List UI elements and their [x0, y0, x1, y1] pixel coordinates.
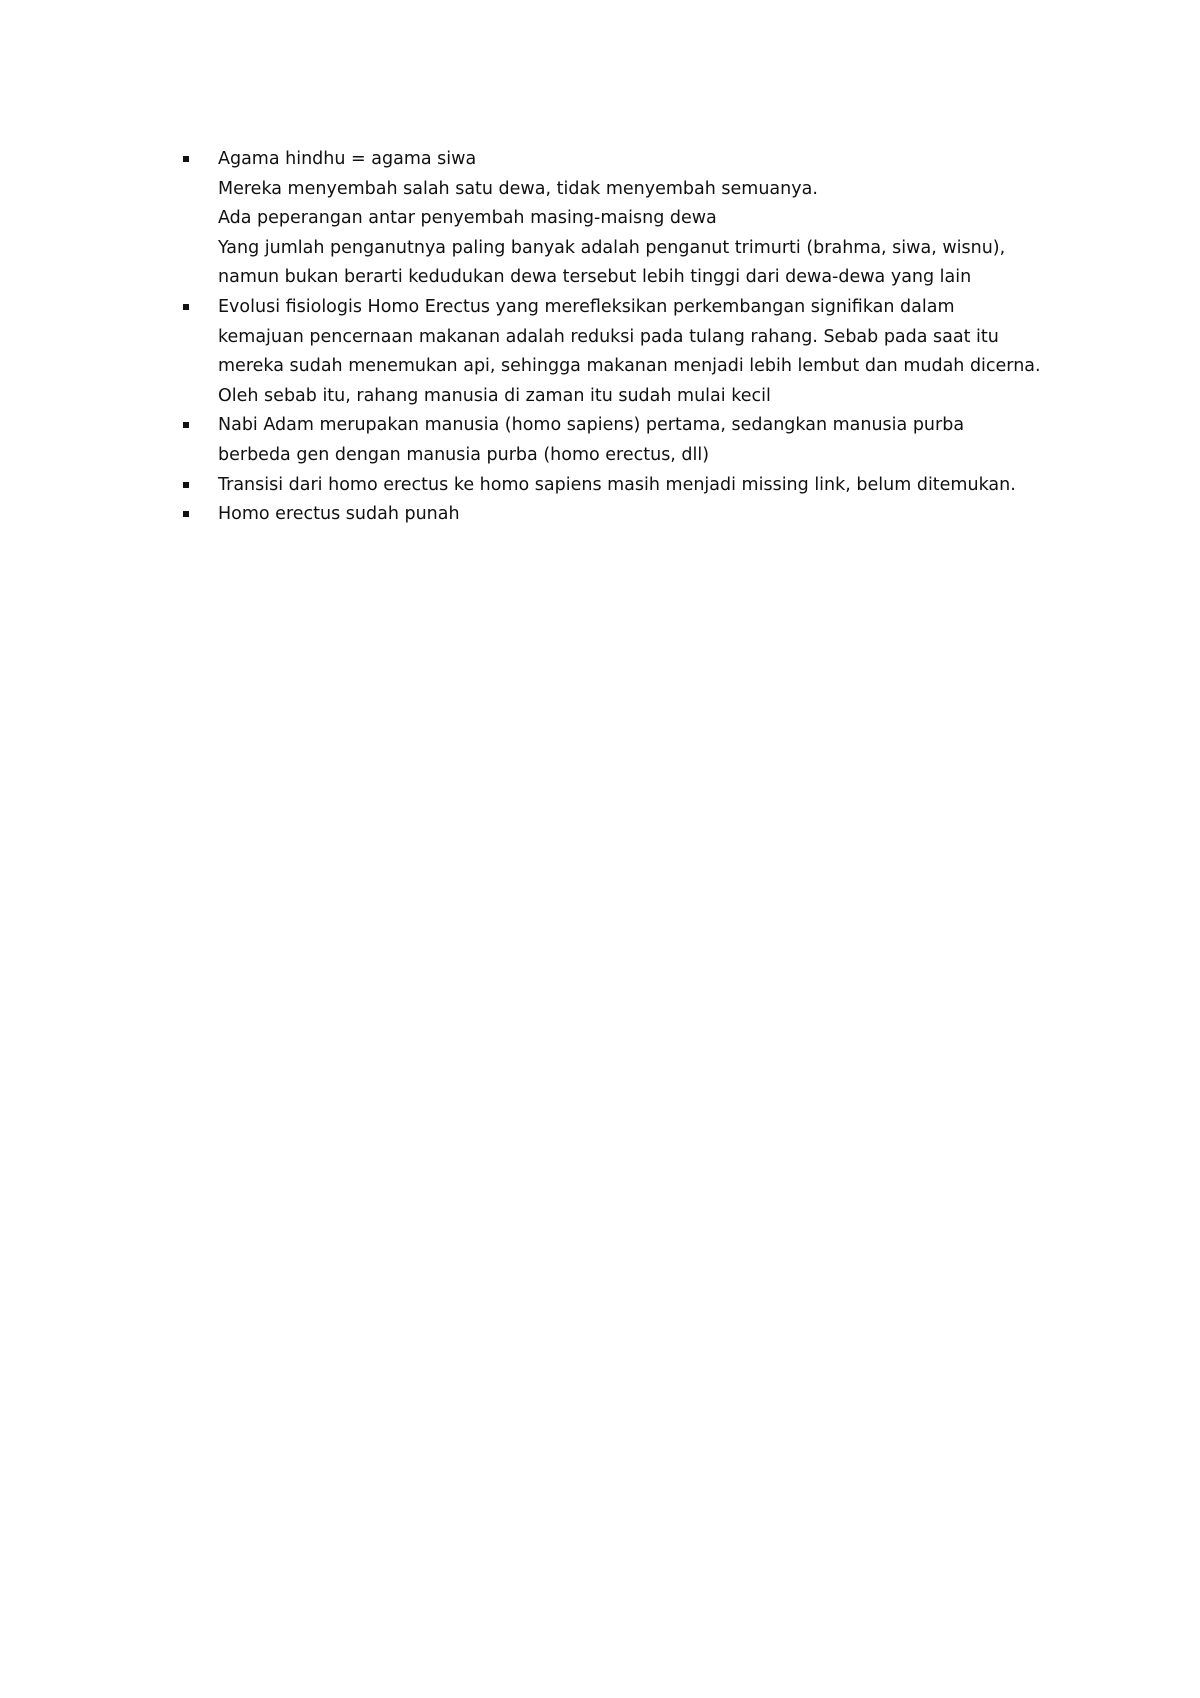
text-line: Oleh sebab itu, rahang manusia di zaman itu sudah mulai kecil — [218, 385, 771, 406]
text-line: kemajuan pencernaan makanan adalah reduksi pada tulang rahang. Sebab pada saat itu — [218, 326, 999, 347]
list-item — [0, 411, 1200, 470]
text-line: Agama hindhu = agama siwa — [218, 149, 477, 169]
text-line: namun bukan berarti kedudukan dewa tersebut lebih tinggi dari dewa-dewa yang lain — [218, 267, 972, 288]
text-line: Yang jumlah penganutnya paling banyak adalah penganut trimurti (brahma, siwa, wisnu), — [218, 237, 1006, 258]
text-line: berbeda gen dengan manusia purba (homo erectus, dll) — [218, 444, 710, 465]
square-bullet-icon — [183, 304, 189, 310]
list-item — [0, 145, 1200, 293]
text-line: Homo erectus sudah punah — [218, 504, 460, 525]
text-line: Evolusi fisiologis Homo Erectus yang merefleksikan perkembangan signifikan dalam — [218, 296, 955, 317]
text-line: Transisi dari homo erectus ke homo sapiens masih menjadi missing link, belum ditemukan. — [218, 474, 1016, 495]
square-bullet-icon — [183, 156, 189, 162]
square-bullet-icon — [183, 422, 189, 428]
text-line: Mereka menyembah salah satu dewa, tidak menyembah semuanya. — [218, 178, 818, 199]
square-bullet-icon — [183, 511, 189, 517]
text-line: Ada peperangan antar penyembah masing-maisng dewa — [218, 208, 717, 229]
square-bullet-icon — [183, 482, 189, 488]
bullet-list — [0, 145, 1200, 530]
list-item — [0, 471, 1200, 501]
text-line: mereka sudah menemukan api, sehingga makanan menjadi lebih lembut dan mudah dicerna. — [218, 356, 1041, 377]
list-item — [0, 293, 1200, 411]
list-item — [0, 500, 1200, 530]
text-line: Nabi Adam merupakan manusia (homo sapiens) pertama, sedangkan manusia purba — [218, 415, 965, 436]
